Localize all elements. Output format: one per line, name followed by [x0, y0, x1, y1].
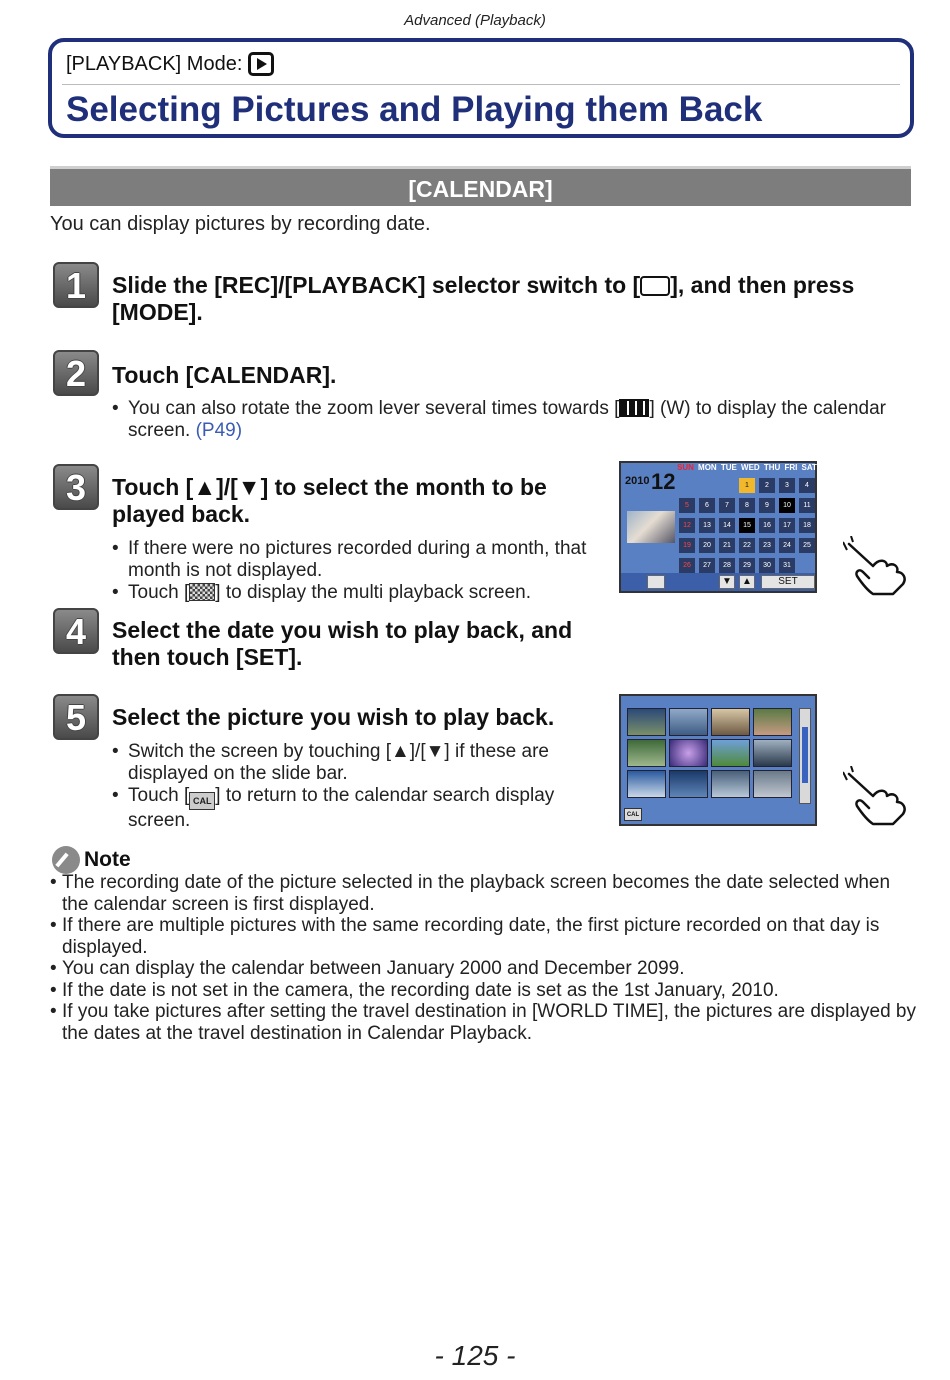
calendar-date-cell[interactable]: 29 — [739, 558, 755, 573]
page-title: Selecting Pictures and Playing them Back — [66, 90, 763, 129]
note-list — [50, 872, 920, 1044]
touch-hand-icon — [843, 766, 913, 826]
section-header: [CALENDAR] — [50, 166, 911, 206]
calendar-day-header: MON — [698, 463, 717, 472]
thumbnail[interactable] — [753, 770, 792, 798]
calendar-date-cell[interactable]: 18 — [799, 518, 815, 533]
step-3-title: Touch [▲]/[▼] to select the month to be played back. — [112, 474, 547, 527]
step-1-title: Slide the [REC]/[PLAYBACK] selector switch to [ ], and then press [MODE]. — [112, 272, 855, 325]
note-item: • If there are multiple pictures with the same recording date, the first picture recorded on that day is displayed. — [50, 915, 920, 958]
calendar-date-cell[interactable]: 28 — [719, 558, 735, 573]
mode-line — [66, 52, 274, 76]
step-2-number: 2 — [53, 350, 99, 396]
calendar-date-cell — [699, 478, 715, 493]
multi-playback-screen — [619, 694, 817, 826]
calendar-date-cell[interactable]: 30 — [759, 558, 775, 573]
step-2-bullets — [112, 398, 892, 442]
calendar-date-cell[interactable]: 12 — [679, 518, 695, 533]
calendar-date-cell[interactable]: 10 — [779, 498, 795, 513]
calendar-day-header: SUN — [677, 463, 694, 472]
calendar-date-cell[interactable]: 6 — [699, 498, 715, 513]
calendar-date-cell[interactable]: 31 — [779, 558, 795, 573]
thumbnail[interactable] — [669, 739, 708, 767]
step-5-bullet-1: • Switch the screen by touching [▲]/[▼] if these are displayed on the slide bar. — [112, 741, 607, 785]
page-number: - 125 - — [434, 1340, 516, 1371]
calendar-date-cell — [679, 478, 695, 493]
note-item: • If the date is not set in the camera, the recording date is set as the 1st January, 2010. — [50, 980, 920, 1002]
step-2-title: Touch [CALENDAR]. — [112, 362, 337, 388]
thumbnail[interactable] — [627, 770, 666, 798]
note-heading — [52, 846, 131, 874]
calendar-date-cell[interactable]: 27 — [699, 558, 715, 573]
running-head: Advanced (Playback) — [404, 12, 546, 29]
step-3-bullet-1: • If there were no pictures recorded during a month, that month is not displayed. — [112, 538, 602, 582]
calendar-date-cell[interactable]: 19 — [679, 538, 695, 553]
step-2-bullet: • You can also rotate the zoom lever several times towards [ ] (W) to display the calendar screen. (P49) — [112, 398, 892, 442]
step-1-number: 1 — [53, 262, 99, 308]
calendar-day-header: WED — [741, 463, 760, 472]
calendar-bottom-bar — [621, 573, 815, 591]
zoom-wide-icon — [619, 399, 649, 417]
note-item: • If you take pictures after setting the travel destination in [WORLD TIME], the pictures are displayed by the dates at the travel destination in Calendar Playback. — [50, 1001, 920, 1044]
calendar-day-header: SAT — [801, 463, 817, 472]
month-up-button[interactable]: ▲ — [739, 575, 755, 589]
calendar-date-cell[interactable]: 4 — [799, 478, 815, 493]
calendar-date-cell[interactable]: 1 — [739, 478, 755, 493]
step-3-number: 3 — [53, 464, 99, 510]
page-link-p49[interactable]: (P49) — [195, 420, 243, 441]
multi-playback-icon — [189, 583, 215, 601]
calendar-year: 2010 — [625, 475, 650, 487]
title-divider — [62, 84, 900, 85]
calendar-date-cell[interactable]: 13 — [699, 518, 715, 533]
calendar-day-header: THU — [763, 463, 781, 472]
calendar-date-cell[interactable]: 5 — [679, 498, 695, 513]
title-box — [48, 38, 914, 138]
calendar-icon: CAL — [189, 792, 215, 810]
calendar-day-header: FRI — [784, 463, 798, 472]
calendar-date-cell[interactable]: 8 — [739, 498, 755, 513]
note-item: • The recording date of the picture selected in the playback screen becomes the date selected when the calendar screen is first displayed. — [50, 872, 920, 915]
multi-playback-button[interactable] — [647, 575, 665, 589]
thumbnail[interactable] — [669, 770, 708, 798]
calendar-date-cell[interactable]: 22 — [739, 538, 755, 553]
calendar-date-cell[interactable]: 9 — [759, 498, 775, 513]
step-3-bullets — [112, 538, 602, 604]
month-down-button[interactable]: ▼ — [719, 575, 735, 589]
calendar-date-cell — [799, 558, 815, 573]
set-button[interactable]: SET — [761, 575, 815, 589]
thumbnail[interactable] — [711, 708, 750, 736]
calendar-date-cell[interactable]: 3 — [779, 478, 795, 493]
calendar-date-cell[interactable]: 25 — [799, 538, 815, 553]
calendar-day-header: TUE — [720, 463, 737, 472]
calendar-date-cell[interactable]: 23 — [759, 538, 775, 553]
play-icon — [640, 276, 670, 296]
calendar-screen — [619, 461, 817, 593]
playback-mode-icon — [248, 52, 274, 76]
intro-text: You can display pictures by recording date. — [50, 213, 431, 235]
calendar-date-cell[interactable]: 24 — [779, 538, 795, 553]
step-3-bullet-2: • Touch [ ] to display the multi playback screen. — [112, 582, 602, 604]
step-5-bullet-2: • Touch [ CAL ] to return to the calendar search display screen. — [112, 785, 607, 832]
calendar-date-cell[interactable]: 2 — [759, 478, 775, 493]
step-5-number: 5 — [53, 694, 99, 740]
calendar-thumbnail — [627, 511, 675, 543]
calendar-date-cell[interactable]: 26 — [679, 558, 695, 573]
calendar-date-cell — [719, 478, 735, 493]
calendar-date-cell[interactable]: 7 — [719, 498, 735, 513]
calendar-month: 12 — [651, 469, 676, 494]
calendar-date-cell[interactable]: 14 — [719, 518, 735, 533]
touch-hand-icon — [843, 536, 913, 596]
step-4-title: Select the date you wish to play back, and then touch [SET]. — [112, 617, 573, 670]
mode-label: [PLAYBACK] Mode: — [66, 52, 243, 75]
step-5-title: Select the picture you wish to play back. — [112, 704, 555, 730]
calendar-button[interactable]: CAL — [624, 808, 642, 821]
thumbnail[interactable] — [627, 708, 666, 736]
note-item: • You can display the calendar between January 2000 and December 2099. — [50, 958, 920, 980]
calendar-day-headers — [677, 463, 817, 472]
thumbnail[interactable] — [711, 739, 750, 767]
calendar-date-cell[interactable]: 20 — [699, 538, 715, 553]
thumbnail-grid — [627, 708, 795, 798]
step-5-bullets — [112, 741, 607, 832]
thumbnail[interactable] — [753, 739, 792, 767]
calendar-date-cell[interactable]: 15 — [739, 518, 755, 533]
calendar-date-cell[interactable]: 11 — [799, 498, 815, 513]
calendar-grid — [679, 478, 817, 573]
pencil-icon — [52, 846, 80, 874]
thumbnail[interactable] — [711, 770, 750, 798]
calendar-date-cell[interactable]: 16 — [759, 518, 775, 533]
slide-bar[interactable] — [799, 708, 811, 804]
calendar-date-cell[interactable]: 21 — [719, 538, 735, 553]
thumbnail[interactable] — [753, 708, 792, 736]
calendar-date-cell[interactable]: 17 — [779, 518, 795, 533]
note-heading-label: Note — [84, 848, 131, 871]
step-4-number: 4 — [53, 608, 99, 654]
thumbnail[interactable] — [627, 739, 666, 767]
thumbnail[interactable] — [669, 708, 708, 736]
